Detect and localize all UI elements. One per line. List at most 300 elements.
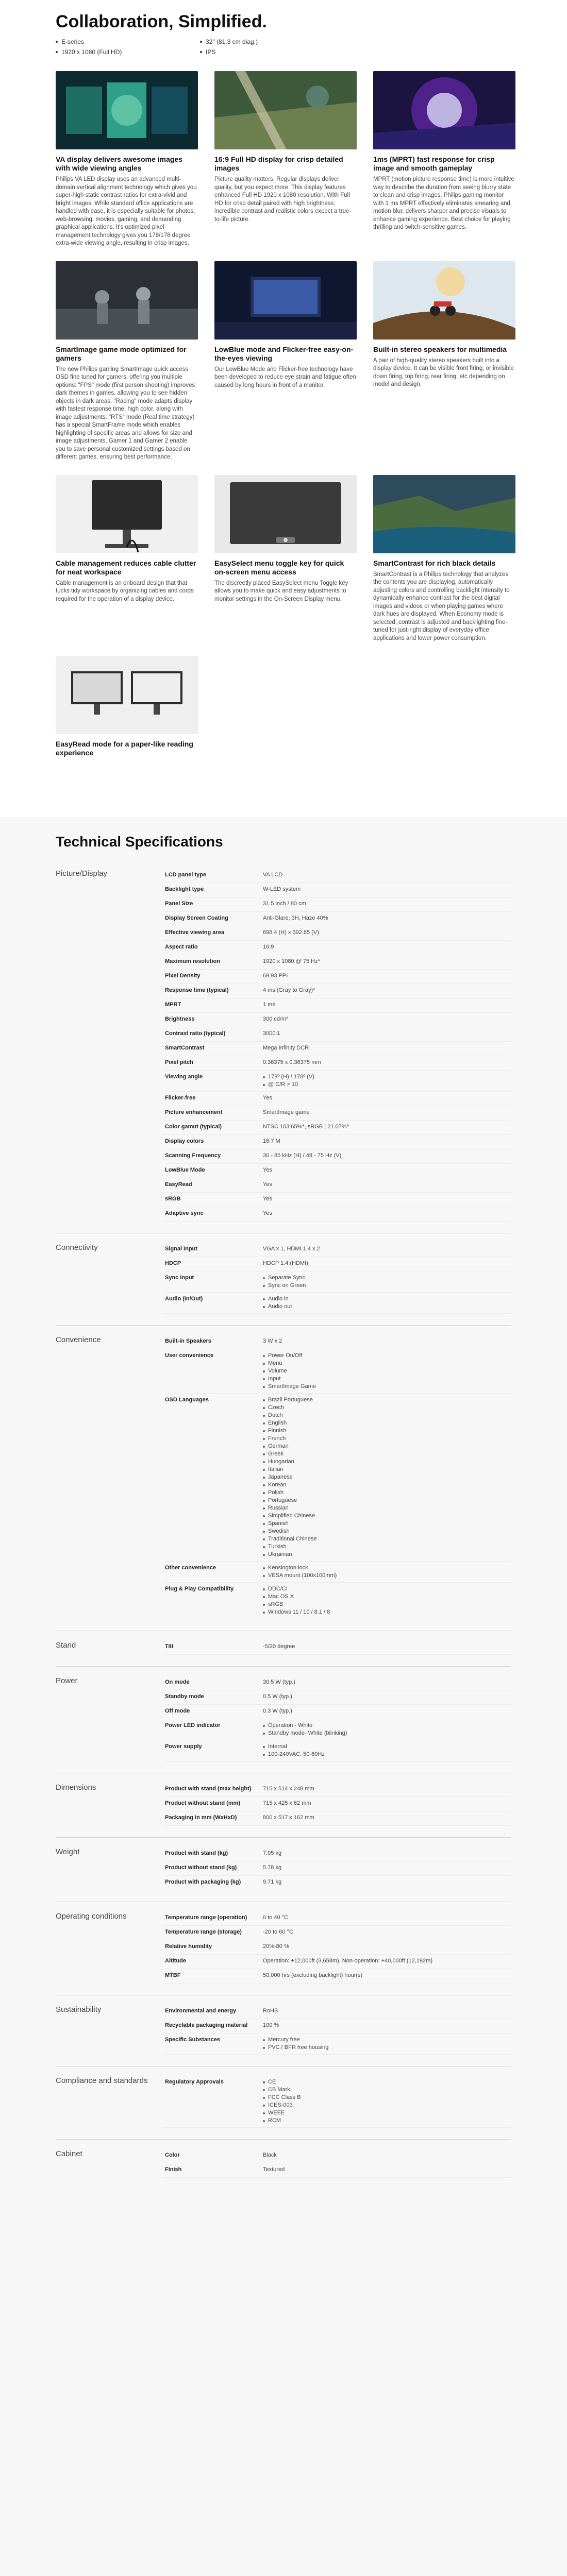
spec-value-list <box>263 1585 511 1616</box>
spec-row <box>165 941 511 955</box>
spec-value: 1920 x 1080 @ 75 Hz* <box>263 958 320 964</box>
spec-section-name: Weight <box>56 1848 80 1856</box>
spec-value-item: Windows 11 / 10 / 8.1 / 8 <box>263 1608 511 1616</box>
spec-value: Mega Infinity DCR <box>263 1045 309 1051</box>
spec-label: Plug & Play Compatibility <box>165 1586 234 1592</box>
spec-label: Temperature range (storage) <box>165 1929 242 1935</box>
key-specs-list <box>56 38 344 56</box>
spec-value-list <box>263 1295 511 1311</box>
spec-value: 800 x 517 x 162 mm <box>263 1815 314 1821</box>
spec-value: VA LCD <box>263 872 283 878</box>
spec-row <box>165 1272 511 1293</box>
spec-section-name: Dimensions <box>56 1783 96 1792</box>
spec-label: User convenience <box>165 1352 214 1359</box>
spec-section <box>56 1325 511 1619</box>
spec-value-item: CE <box>263 2078 511 2086</box>
spec-value-item: Spanish <box>263 1520 511 1528</box>
spec-row <box>165 1955 511 1969</box>
spec-section-name: Connectivity <box>56 1243 98 1252</box>
spec-value <box>263 1396 511 1558</box>
spec-value-item: VESA mount (100x100mm) <box>263 1572 511 1580</box>
spec-row <box>165 1106 511 1121</box>
spec-sections <box>56 869 511 2178</box>
spec-label: Backlight type <box>165 886 204 892</box>
spec-row <box>165 1690 511 1705</box>
feature-card <box>56 261 198 462</box>
product-features <box>0 0 567 760</box>
spec-value: 16.7 M <box>263 1138 280 1144</box>
spec-value-item: PVC / BFR free housing <box>263 2044 511 2052</box>
spec-value-item: Volume <box>263 1367 511 1375</box>
page-title: Collaboration, Simplified. <box>56 12 267 31</box>
spec-label: Picture enhancement <box>165 1109 223 1115</box>
spec-row <box>165 1293 511 1314</box>
spec-value-item: Traditional Chinese <box>263 1535 511 1543</box>
spec-label: Finish <box>165 2166 182 2173</box>
spec-value <box>263 1722 511 1737</box>
spec-label: Maximum resolution <box>165 958 220 964</box>
feature-card <box>56 475 198 643</box>
bullet-dot-icon <box>56 41 58 43</box>
spec-value-item: Mac OS X <box>263 1593 511 1601</box>
spec-value-list <box>263 1274 511 1290</box>
spec-row <box>165 1911 511 1926</box>
spec-rows <box>165 1335 511 1619</box>
spec-section <box>56 1837 511 1890</box>
key-spec-text: 1920 x 1080 (Full HD) <box>61 48 122 56</box>
spec-value: Textured <box>263 2166 285 2173</box>
key-spec-item <box>56 38 200 45</box>
spec-value-item: RCM <box>263 2117 511 2125</box>
feature-image <box>373 71 515 149</box>
spec-row <box>165 869 511 883</box>
spec-row <box>165 883 511 897</box>
spec-row <box>165 984 511 998</box>
spec-label: Tilt <box>165 1643 174 1650</box>
spec-rows <box>165 1676 511 1761</box>
spec-label: Color gamut (typical) <box>165 1124 222 1130</box>
spec-row <box>165 2076 511 2128</box>
spec-value: 16:9 <box>263 944 274 950</box>
bullet-dot-icon <box>200 51 202 53</box>
spec-value-item: Mercury free <box>263 2036 511 2044</box>
spec-value-item: WEEE <box>263 2109 511 2117</box>
spec-value-item: French <box>263 1435 511 1443</box>
spec-value: 1 ms <box>263 1002 275 1008</box>
spec-value-item: Hungarian <box>263 1458 511 1466</box>
spec-value: 715 x 514 x 248 mm <box>263 1786 314 1792</box>
spec-section-name: Operating conditions <box>56 1912 127 1921</box>
spec-row <box>165 1193 511 1207</box>
spec-value: Anti-Glare, 3H, Haze 40% <box>263 915 328 921</box>
spec-value-item: 178º (H) / 178º (V) <box>263 1073 511 1081</box>
spec-row <box>165 1583 511 1619</box>
spec-rows <box>165 1847 511 1890</box>
spec-label: Sync Input <box>165 1275 194 1281</box>
spec-label: Signal Input <box>165 1246 197 1252</box>
spec-label: Recyclable packaging material <box>165 2022 248 2028</box>
spec-row <box>165 1797 511 1811</box>
spec-row <box>165 955 511 970</box>
spec-value <box>263 2078 511 2125</box>
spec-rows <box>165 2076 511 2128</box>
feature-image <box>56 475 198 553</box>
spec-value <box>263 1073 511 1089</box>
feature-description: The discreetly placed EasySelect menu Toggle key allows you to make quick and easy adjustments to monitor settings in the On-Screen Display menu. <box>214 580 348 602</box>
feature-image <box>373 261 515 340</box>
spec-value-list <box>263 1396 511 1558</box>
spec-value-item: Standby mode- White (blinking) <box>263 1730 511 1737</box>
spec-value <box>263 1352 511 1391</box>
spec-label: Product without stand (kg) <box>165 1865 237 1871</box>
spec-label: On mode <box>165 1679 190 1685</box>
key-spec-text: 32" (81.3 cm diag.) <box>206 38 258 45</box>
spec-section <box>56 1995 511 2055</box>
spec-value-item: SmartImage Game <box>263 1383 511 1391</box>
spec-value <box>263 2036 511 2052</box>
spec-rows <box>165 869 511 1222</box>
spec-section <box>56 869 511 1222</box>
spec-row <box>165 1207 511 1222</box>
spec-label: sRGB <box>165 1196 181 1202</box>
spec-value: 5.78 kg <box>263 1865 282 1871</box>
feature-title: SmartImage game mode optimized for gamers <box>56 345 187 362</box>
feature-description: SmartContrast is a Philips technology that analyzes the contents you are displaying, automatically adjusting colors and controlling backlight intensity to dynamically enhance contrast for the best digital images and videos or when playing games where dark hues are displayed. When Economy mode is selected, contrast is adjusted and backlighting fine-tuned for just-right display of everyday office applications and lower power consumption. <box>373 571 510 641</box>
feature-card <box>214 71 357 248</box>
spec-value-list <box>263 1352 511 1391</box>
feature-image <box>214 261 357 340</box>
spec-label: Power supply <box>165 1743 202 1750</box>
spec-row <box>165 1940 511 1955</box>
feature-description: Philips VA LED display uses an advanced multi-domain vertical alignment technology which gives you super-high static contrast ratios for extra-vivid and bright images. While standard office applications are handled with ease, it is especially suitable for photos, web-browsing, movies, gaming, and demanding graphical applications. It's optimized pixel management technology gives you 178/178 degree extra-wide viewing angle, resulting in crisp images. <box>56 176 197 246</box>
spec-label: Product with stand (kg) <box>165 1850 228 1856</box>
spec-value-item: Separate Sync <box>263 1274 511 1282</box>
spec-value: 0.5 W (typ.) <box>263 1693 292 1700</box>
spec-value-item: Korean <box>263 1481 511 1489</box>
feature-card <box>214 475 357 643</box>
spec-value-list <box>263 1743 511 1758</box>
spec-label: Contrast ratio (typical) <box>165 1030 226 1037</box>
spec-section <box>56 2066 511 2128</box>
spec-label: Pixel Density <box>165 973 201 979</box>
spec-label: Relative humidity <box>165 1943 212 1950</box>
spec-value-list <box>263 1073 511 1089</box>
feature-description: MPRT (motion picture response time) is more intuitive way to describe the duration from seeing blurry state to clean and crisp images. Philips gaming monitor with 1 ms MPRT effectively eliminates smearing and motion blur, delivers sharper and precise visuals to enhance gaming experience. Best choice for playing thrilling and twitch-sensitive games. <box>373 176 514 230</box>
spec-row <box>165 1847 511 1861</box>
spec-value: 20%-80 % <box>263 1943 289 1950</box>
feature-title: Cable management reduces cable clutter for neat workspace <box>56 558 196 576</box>
feature-title: Built-in stereo speakers for multimedia <box>373 345 507 353</box>
spec-label: MPRT <box>165 1002 181 1008</box>
spec-row <box>165 1121 511 1135</box>
spec-label: Flicker-free <box>165 1095 196 1101</box>
spec-label: Standby mode <box>165 1693 204 1700</box>
spec-label: Specific Substances <box>165 2037 220 2043</box>
feature-image <box>214 475 357 553</box>
spec-value: 4 ms (Gray to Gray)* <box>263 987 315 993</box>
spec-row <box>165 2005 511 2019</box>
spec-label: Aspect ratio <box>165 944 198 950</box>
spec-row <box>165 1349 511 1394</box>
spec-label: Packaging in mm (WxHxD) <box>165 1815 237 1821</box>
spec-section-name: Stand <box>56 1641 76 1650</box>
spec-value: RoHS <box>263 2008 278 2014</box>
spec-value: 31.5 inch / 80 cm <box>263 901 306 907</box>
spec-row <box>165 1042 511 1056</box>
spec-label: OSD Languages <box>165 1397 209 1403</box>
spec-label: HDCP <box>165 1260 181 1266</box>
spec-value: 50,000 hrs (excluding backlight) hour(s) <box>263 1972 363 1978</box>
spec-section-name: Convenience <box>56 1335 101 1344</box>
spec-value-item: Italian <box>263 1466 511 1473</box>
spec-value-item: Polish <box>263 1489 511 1497</box>
spec-value-item: FCC Class B <box>263 2094 511 2102</box>
spec-row <box>165 970 511 984</box>
spec-value: 3 W x 2 <box>263 1338 282 1344</box>
spec-label: Effective viewing area <box>165 929 224 936</box>
spec-value-item: Brazil Portuguese <box>263 1396 511 1404</box>
spec-value: Yes <box>263 1167 272 1173</box>
feature-image <box>56 71 198 149</box>
spec-label: LCD panel type <box>165 872 207 878</box>
technical-specifications <box>0 817 567 2576</box>
spec-value-item: Operation - White <box>263 1722 511 1730</box>
spec-value-item: Menu <box>263 1360 511 1367</box>
spec-value-item: ICES-003 <box>263 2102 511 2109</box>
spec-row <box>165 2149 511 2163</box>
spec-rows <box>165 1640 511 1655</box>
spec-value-item: 100-240VAC, 50-60Hz <box>263 1751 511 1758</box>
spec-section-name: Cabinet <box>56 2149 82 2158</box>
spec-value-list <box>263 1722 511 1737</box>
spec-row <box>165 1705 511 1719</box>
spec-value-item: Simplified Chinese <box>263 1512 511 1520</box>
feature-description: Our LowBlue Mode and Flicker-free technology have been developed to reduce eye strain and fatigue often caused by long hours in front of a monitor. <box>214 366 356 388</box>
spec-value-item: Internal <box>263 1743 511 1751</box>
spec-value: Black <box>263 2152 277 2158</box>
spec-row <box>165 1640 511 1655</box>
feature-card <box>56 656 198 760</box>
spec-row <box>165 912 511 926</box>
spec-row <box>165 1056 511 1071</box>
spec-value-list <box>263 2078 511 2125</box>
spec-section-name: Picture/Display <box>56 869 108 878</box>
bullet-dot-icon <box>56 51 58 53</box>
key-spec-text: E-series <box>61 38 85 45</box>
spec-value: 69.93 PPI <box>263 973 288 979</box>
spec-value-item: Swedish <box>263 1528 511 1535</box>
spec-value-item: Dutch <box>263 1412 511 1419</box>
key-spec-text: IPS <box>206 48 216 56</box>
spec-row <box>165 1811 511 1826</box>
spec-label: Display colors <box>165 1138 204 1144</box>
spec-value-item: Czech <box>263 1404 511 1412</box>
spec-value-item: Input <box>263 1375 511 1383</box>
spec-row <box>165 1861 511 1876</box>
key-spec-item <box>56 48 200 56</box>
spec-row <box>165 1719 511 1740</box>
spec-label: Pixel pitch <box>165 1059 194 1065</box>
spec-label: Scanning Frequency <box>165 1153 221 1159</box>
spec-value: Yes <box>263 1181 272 1188</box>
spec-label: Adaptive sync <box>165 1210 204 1216</box>
spec-row <box>165 926 511 941</box>
spec-value: NTSC 103.65%*, sRGB 121.07%* <box>263 1124 349 1130</box>
spec-label: Temperature range (operation) <box>165 1914 247 1921</box>
spec-value: 0 to 40 °C <box>263 1914 289 1921</box>
spec-row <box>165 1027 511 1042</box>
feature-image <box>56 656 198 734</box>
spec-label: Regulatory Approvals <box>165 2079 224 2085</box>
feature-grid <box>56 71 514 760</box>
bullet-dot-icon <box>200 41 202 43</box>
spec-value: -20 to 60 °C <box>263 1929 293 1935</box>
spec-value <box>263 1274 511 1290</box>
spec-row <box>165 1876 511 1890</box>
spec-label: Color <box>165 2152 180 2158</box>
spec-label: Power LED indicator <box>165 1722 221 1728</box>
spec-section-name: Sustainability <box>56 2005 102 2014</box>
spec-value: Yes <box>263 1196 272 1202</box>
spec-value: 715 x 425 x 62 mm <box>263 1800 311 1806</box>
spec-label: MTBF <box>165 1972 181 1978</box>
spec-value: 698.4 (H) x 392.85 (V) <box>263 929 319 936</box>
spec-label: Product without stand (mm) <box>165 1800 241 1806</box>
spec-label: Panel Size <box>165 901 193 907</box>
spec-row <box>165 1740 511 1761</box>
spec-value <box>263 1295 511 1311</box>
spec-section <box>56 1902 511 1984</box>
spec-row <box>165 1178 511 1193</box>
spec-label: Display Screen Coating <box>165 915 228 921</box>
spec-value: HDCP 1.4 (HDMI) <box>263 1260 308 1266</box>
spec-value: 300 cd/m² <box>263 1016 288 1022</box>
spec-value-item: Ukrainian <box>263 1551 511 1558</box>
spec-section <box>56 1233 511 1314</box>
spec-row <box>165 1676 511 1690</box>
spec-row <box>165 1243 511 1257</box>
spec-value-item: sRGB <box>263 1601 511 1608</box>
spec-row <box>165 1562 511 1583</box>
feature-title: 16:9 Full HD display for crisp detailed images <box>214 155 343 172</box>
spec-row <box>165 1783 511 1797</box>
feature-title: SmartContrast for rich black details <box>373 558 496 567</box>
spec-value-item: Audio out <box>263 1303 511 1311</box>
spec-value-list <box>263 1564 511 1580</box>
spec-label: Environmental and energy <box>165 2008 237 2014</box>
spec-value-item: Russian <box>263 1504 511 1512</box>
feature-title: EasyRead mode for a paper-like reading experience <box>56 740 193 757</box>
spec-value-list <box>263 2036 511 2052</box>
spec-label: EasyRead <box>165 1181 192 1188</box>
spec-value: 9.71 kg <box>263 1879 282 1885</box>
spec-value-item: Kensington lock <box>263 1564 511 1572</box>
spec-row <box>165 1394 511 1562</box>
spec-value: 30 - 85 kHz (H) / 48 - 75 Hz (V) <box>263 1153 342 1159</box>
spec-value-item: English <box>263 1419 511 1427</box>
feature-card <box>373 475 515 643</box>
spec-value: Operation: +12,000ft (3,658m), Non-operation: +40,000ft (12,192m) <box>263 1958 432 1964</box>
specs-title: Technical Specifications <box>56 834 223 850</box>
spec-value-item: German <box>263 1443 511 1450</box>
spec-rows <box>165 1243 511 1314</box>
spec-section-name: Power <box>56 1676 78 1685</box>
spec-label: Viewing angle <box>165 1074 203 1080</box>
spec-rows <box>165 2005 511 2055</box>
spec-rows <box>165 1783 511 1826</box>
feature-card <box>373 261 515 462</box>
feature-card <box>214 261 357 462</box>
spec-value <box>263 1564 511 1580</box>
spec-value-item: DDC/CI <box>263 1585 511 1593</box>
feature-title: VA display delivers awesome images with wide viewing angles <box>56 155 182 172</box>
spec-value-item: Sync on Green <box>263 1282 511 1290</box>
spec-section-name: Compliance and standards <box>56 2076 148 2085</box>
spec-value-item: Greek <box>263 1450 511 1458</box>
spec-label: Audio (In/Out) <box>165 1296 203 1302</box>
spec-value: 100 % <box>263 2022 279 2028</box>
feature-card <box>373 71 515 248</box>
spec-row <box>165 1013 511 1027</box>
spec-row <box>165 2033 511 2055</box>
spec-section <box>56 1631 511 1655</box>
spec-section <box>56 2139 511 2178</box>
spec-value: Yes <box>263 1210 272 1216</box>
spec-row <box>165 998 511 1013</box>
spec-label: Response time (typical) <box>165 987 229 993</box>
spec-label: SmartContrast <box>165 1045 205 1051</box>
spec-row <box>165 2163 511 2178</box>
feature-title: EasySelect menu toggle key for quick on-screen menu access <box>214 558 344 576</box>
spec-section <box>56 1666 511 1761</box>
spec-value: W-LED system <box>263 886 301 892</box>
spec-label: Built-in Speakers <box>165 1338 211 1344</box>
spec-value-item: @ C/R > 10 <box>263 1081 511 1089</box>
spec-value-item: Finnish <box>263 1427 511 1435</box>
spec-row <box>165 1257 511 1272</box>
spec-rows <box>165 2149 511 2178</box>
spec-value: 7.05 kg <box>263 1850 282 1856</box>
spec-value-item: Turkish <box>263 1543 511 1551</box>
spec-value <box>263 1743 511 1758</box>
spec-value-item: Audio in <box>263 1295 511 1303</box>
feature-title: LowBlue mode and Flicker-free easy-on-the-eyes viewing <box>214 345 354 362</box>
spec-row <box>165 1149 511 1164</box>
spec-label: LowBlue Mode <box>165 1167 205 1173</box>
spec-value: 0.36375 x 0.36375 mm <box>263 1059 321 1065</box>
spec-row <box>165 1164 511 1178</box>
spec-value-item: Portuguese <box>263 1497 511 1504</box>
spec-label: Product with packaging (kg) <box>165 1879 241 1885</box>
spec-value: Yes <box>263 1095 272 1101</box>
spec-label: Altitude <box>165 1958 186 1964</box>
spec-value: 3000:1 <box>263 1030 280 1037</box>
spec-section <box>56 1773 511 1826</box>
spec-row <box>165 1135 511 1149</box>
spec-label: Other convenience <box>165 1565 216 1571</box>
spec-rows <box>165 1911 511 1984</box>
spec-value-item: Japanese <box>263 1473 511 1481</box>
feature-title: 1ms (MPRT) fast response for crisp image and smooth gameplay <box>373 155 495 172</box>
spec-row <box>165 2019 511 2033</box>
spec-label: Brightness <box>165 1016 195 1022</box>
spec-value: 30.5 W (typ.) <box>263 1679 295 1685</box>
spec-row <box>165 1071 511 1092</box>
feature-description: A pair of high-quality stereo speakers built into a display device. It can be visible front firing, or invisible down firing, top firing, rear firing, etc depending on model and design. <box>373 357 514 387</box>
feature-description: Cable management is an onboard design that that tucks tidy workspace by organizing cables and cords required for the operation of a display device. <box>56 580 194 602</box>
feature-image <box>373 475 515 553</box>
spec-value-item: CB Mark <box>263 2086 511 2094</box>
